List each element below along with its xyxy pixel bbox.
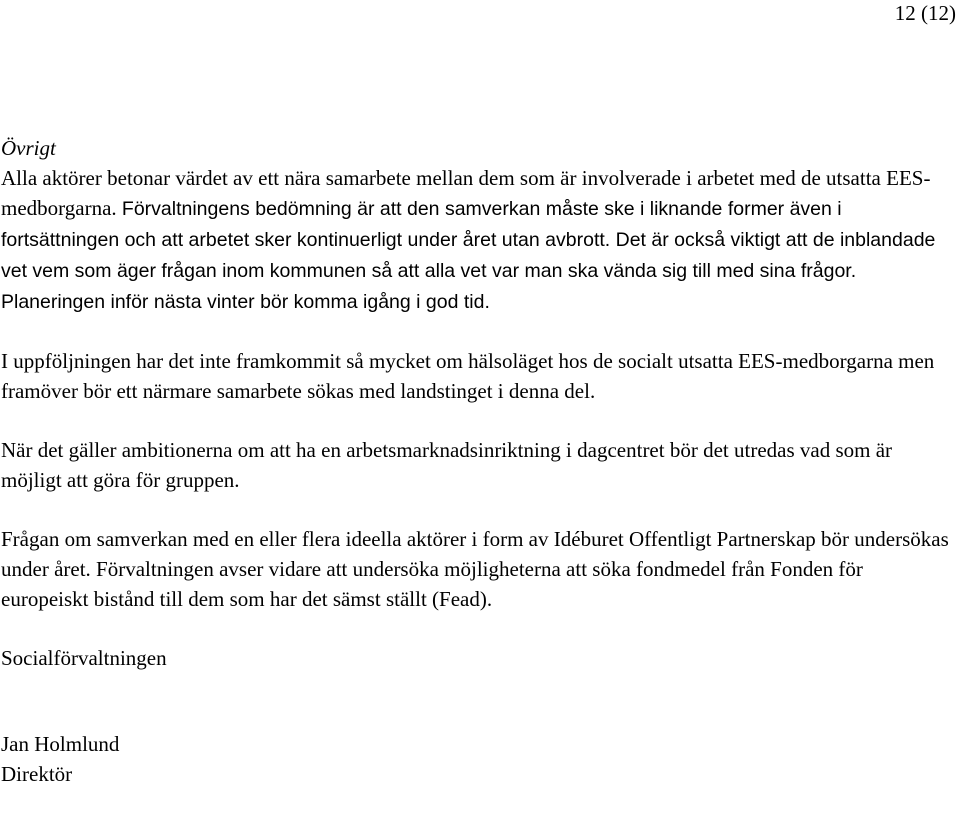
signature-name: Jan Holmlund [1, 732, 120, 756]
paragraph-labour-market: När det gäller ambitionerna om att ha en arbetsmarknadsinriktning i dagcentret bör det utredas vad som är möjligt att göra för gruppen. [1, 438, 893, 492]
paragraph-health: I uppföljningen har det inte framkommit så mycket om hälsoläget hos de socialt utsatta EES-medborgarna men framöver bör ett närmare samarbete sökas med landstinget i denna del. [1, 349, 935, 403]
paragraph-collaboration-sans: Förvaltningens bedömning är att den samverkan måste ske i liknande former även i fortsättningen och att arbetet sker kontinuerligt under året utan avbrott. Det är också viktigt att de inblandade vet vem som äger frågan inom kommunen så att alla vet var man ska vända sig till med sina frågor. Planeringen inför nästa vinter bör komma igång i god tid. [1, 198, 936, 313]
page-number: 12 (12) [894, 1, 956, 25]
document-body [1, 133, 951, 789]
signature-title: Direktör [1, 762, 73, 786]
paragraph-partnership: Frågan om samverkan med en eller flera ideella aktörer i form av Idéburet Offentligt Partnerskap bör undersökas under året. Förvaltningen avser vidare att undersöka möjligheterna att söka fondmedel från Fonden för europeiskt bistånd till dem som har det sämst ställt (Fead). [1, 527, 949, 611]
section-heading: Övrigt [1, 136, 56, 160]
signature-department: Socialförvaltningen [1, 646, 167, 670]
paragraph-collaboration-serif: Alla aktörer betonar värdet av ett nära samarbete mellan dem som är involverade i arbetet med de utsatta EES-medborgarna. [1, 166, 931, 220]
paragraph-collaboration [1, 163, 951, 317]
